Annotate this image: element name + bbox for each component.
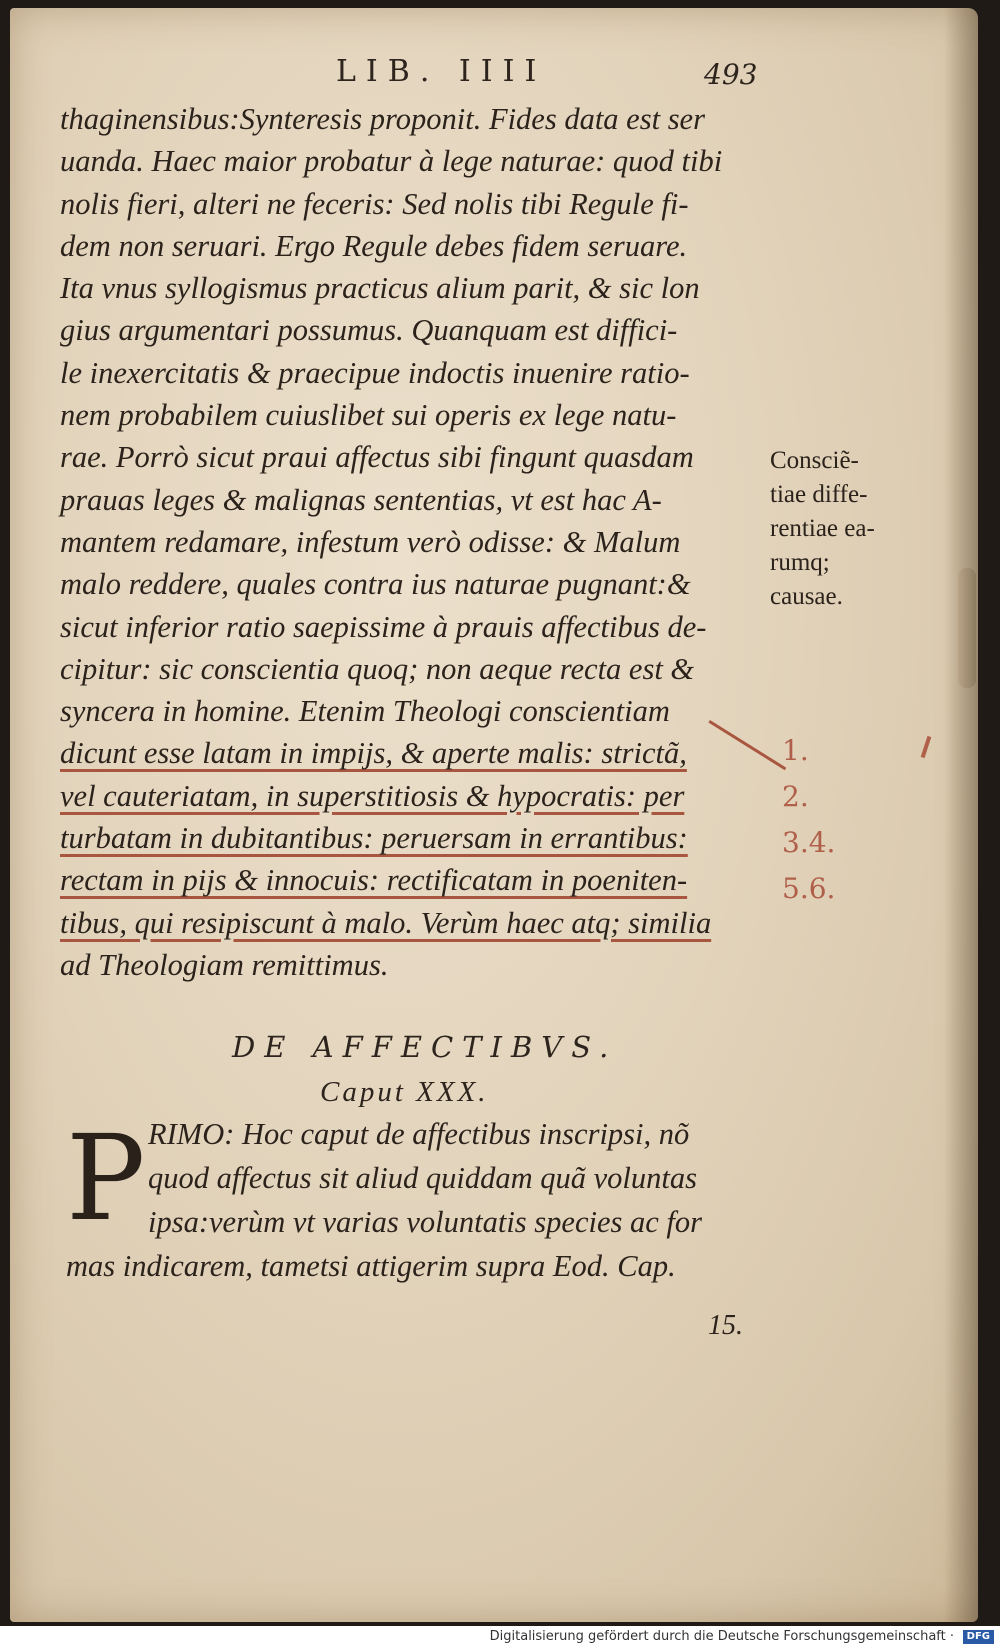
page-number: 493 — [704, 58, 758, 91]
margin-note-line: causae. — [770, 583, 843, 610]
text-line: ipsa:verùm vt varias voluntatis species ac for — [148, 1205, 702, 1239]
handwritten-annotations — [782, 728, 835, 912]
funding-credit: Digitalisierung gefördert durch die Deutsche Forschungsgemeinschaft · — [489, 1629, 954, 1644]
text-line: gius argumentari possumus. Quanquam est diffici- — [60, 313, 678, 348]
text-line: quod affectus sit aliud quiddam quã voluntas — [148, 1161, 697, 1195]
text-line: mas indicarem, tametsi attigerim supra Eod. Cap. — [66, 1249, 676, 1283]
text-line: nolis fieri, alteri ne feceris: Sed nolis tibi Regule fi- — [60, 186, 689, 221]
page-edge-shadow — [944, 8, 978, 1622]
chapter-title-text: DE AFFECTIBVS. — [232, 1030, 618, 1064]
margin-note-line: rumq; — [770, 549, 830, 576]
annotation-number: 1. — [782, 734, 809, 767]
underlined-text-line: rectam in pijs & innocuis: rectificatam in poeniten- — [60, 863, 688, 898]
text-line: rae. Porrò sicut praui affectus sibi fingunt quasdam — [60, 440, 694, 475]
text-line: prauas leges & malignas sententias, vt est hac A- — [60, 482, 662, 517]
scanned-page — [10, 8, 978, 1622]
fore-edge-tab — [958, 568, 976, 688]
margin-note-line: Consciẽ- — [770, 447, 859, 474]
underlined-text-line: dicunt esse latam in impijs, & aperte malis: strictã, — [60, 736, 687, 771]
dfg-logo: DFG — [963, 1630, 994, 1644]
margin-note-line: rentiae ea- — [770, 515, 875, 542]
text-line: mantem redamare, infestum verò odisse: & Malum — [60, 524, 681, 559]
chapter-subtitle: Caput XXX. — [320, 1076, 489, 1108]
text-line: malo reddere, quales contra ius naturae pugnant:& — [60, 567, 691, 602]
main-text-block — [60, 98, 760, 986]
handwritten-tick-mark — [921, 736, 932, 758]
text-line: RIMO: Hoc caput de affectibus inscripsi, nõ — [148, 1117, 690, 1151]
text-line: le inexercitatis & praecipue indoctis inuenire ratio- — [60, 355, 690, 390]
annotation-number: 2. — [782, 780, 809, 813]
digitization-footer — [0, 1626, 1000, 1648]
annotation-number: 5.6. — [782, 872, 836, 905]
underlined-text-line: tibus, qui resipiscunt à malo. Verùm haec atq; similia — [60, 905, 712, 940]
text-line: syncera in homine. Etenim Theologi conscientiam — [60, 694, 670, 729]
text-line: uanda. Haec maior probatur à lege naturae: quod tibi — [60, 144, 723, 179]
text-line: Ita vnus syllogismus practicus alium parit, & sic lon — [60, 271, 700, 306]
text-line: sicut inferior ratio saepissime à prauis affectibus de- — [60, 609, 707, 644]
chapter-text-block — [66, 1109, 766, 1288]
running-head: LIB. IIII — [336, 54, 547, 89]
catchword: 15. — [708, 1310, 743, 1341]
text-line: cipitur: sic conscientia quoq; non aeque recta est & — [60, 651, 695, 686]
margin-note — [770, 444, 920, 614]
text-line: nem probabilem cuiuslibet sui operis ex lege natu- — [60, 398, 677, 433]
text-line: ad Theologiam remittimus. — [60, 947, 389, 982]
margin-note-line: tiae diffe- — [770, 481, 868, 508]
text-line: dem non seruari. Ergo Regule debes fidem seruare. — [60, 228, 688, 263]
underlined-text-line: vel cauteriatam, in superstitiosis & hypocratis: per — [60, 778, 685, 813]
text-line: thaginensibus:Synteresis proponit. Fides data est ser — [60, 102, 705, 136]
annotation-number: 3.4. — [782, 826, 836, 859]
underlined-text-line: turbatam in dubitantibus: peruersam in errantibus: — [60, 821, 688, 856]
drop-cap: P — [66, 1109, 146, 1247]
